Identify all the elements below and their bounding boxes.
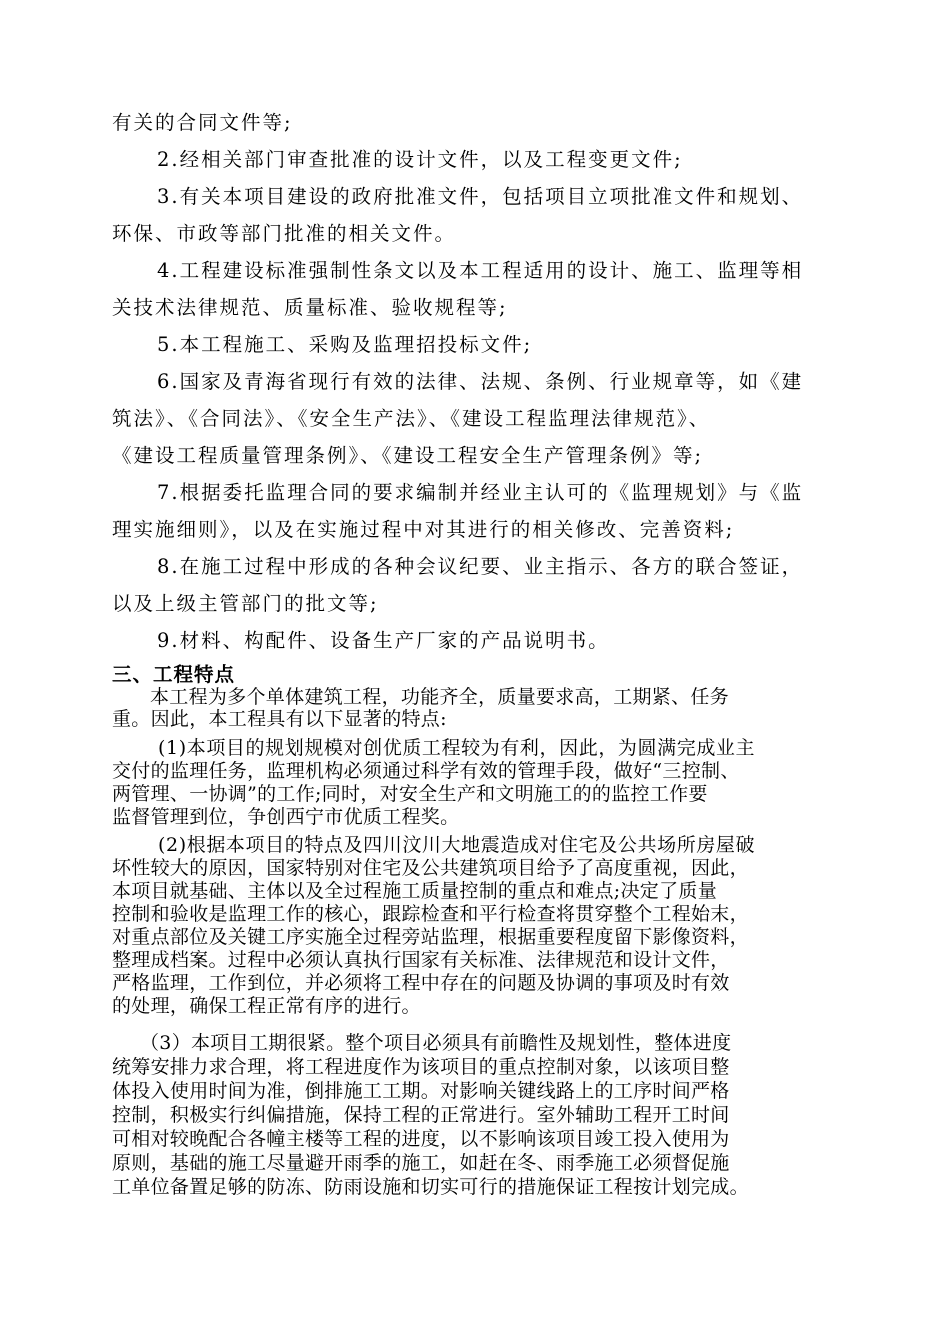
feature-1-line-2: 交付的监理任务，监理机构必须通过科学有效的管理手段，做好“三控制、	[112, 760, 740, 782]
feature-1-line-1: (1)本项目的规划规模对创优质工程较为有利，因此，为圆满完成业主	[158, 737, 756, 759]
list-item-7: 7.根据委托监理合同的要求编制并经业主认可的《监理规划》与《监	[157, 481, 804, 504]
feature-2-line-5: 对重点部位及关键工序实施全过程旁站监理，根据重要程度留下影像资料，	[112, 926, 749, 948]
feature-2-line-1: (2)根据本项目的特点及四川汶川大地震造成对住宅及公共场所房屋破	[158, 834, 756, 856]
list-item-2: 2.经相关部门审查批准的设计文件，以及工程变更文件;	[157, 148, 683, 171]
feature-2-line-7: 严格监理，工作到位，并必须将工程中存在的问题及协调的事项及时有效	[112, 972, 730, 994]
feature-2-line-3: 本项目就基础、主体以及全过程施工质量控制的重点和难点;决定了质量	[112, 880, 718, 902]
section-heading: 三、工程特点	[112, 663, 236, 686]
list-item-4: 4.工程建设标准强制性条文以及本工程适用的设计、施工、监理等相	[157, 259, 804, 282]
feature-1-line-3: 两管理、一协调”的工作;同时，对安全生产和文明施工的的监控工作要	[112, 783, 708, 805]
list-item-3-continuation: 环保、市政等部门批准的相关文件。	[112, 222, 457, 245]
list-item-8: 8.在施工过程中形成的各种会议纪要、业主指示、各方的联合签证，	[157, 555, 804, 578]
text-line-continuation: 有关的合同文件等;	[112, 111, 293, 134]
list-item-3: 3.有关本项目建设的政府批准文件，包括项目立项批准文件和规划、	[157, 185, 804, 208]
feature-1-line-4: 监督管理到位，争创西宁市优质工程奖。	[112, 806, 460, 828]
list-item-5: 5.本工程施工、采购及监理招投标文件;	[157, 333, 533, 356]
feature-3-line-6: 原则，基础的施工尽量避开雨季的施工，如赶在冬、雨季施工必须督促施	[112, 1152, 730, 1174]
list-item-6-continuation-1: 筑法》、《合同法》、《安全生产法》、《建设工程监理法律规范》、	[112, 407, 711, 430]
feature-2-line-6: 整理成档案。过程中必须认真执行国家有关标准、法律规范和设计文件，	[112, 949, 730, 971]
list-item-7-continuation: 理实施细则》，以及在实施过程中对其进行的相关修改、完善资料;	[112, 518, 735, 541]
feature-3-line-4: 控制，积极实行纠偏措施，保持工程的正常进行。室外辅助工程开工时间	[112, 1104, 730, 1126]
list-item-6-continuation-2: 《建设工程质量管理条例》、《建设工程安全生产管理条例》等;	[112, 444, 704, 467]
feature-3-line-2: 统筹安排力求合理，将工程进度作为该项目的重点控制对象，以该项目整	[112, 1056, 730, 1078]
feature-3-line-3: 体投入使用时间为准，倒排施工工期。对影响关键线路上的工序时间严格	[112, 1080, 730, 1102]
list-item-8-continuation: 以及上级主管部门的批文等;	[112, 592, 379, 615]
feature-3-line-1: （3）本项目工期很紧。整个项目必须具有前瞻性及规划性，整体进度	[140, 1032, 732, 1054]
list-item-6: 6.国家及青海省现行有效的法律、法规、条例、行业规章等，如《建	[157, 370, 804, 393]
list-item-9: 9.材料、构配件、设备生产厂家的产品说明书。	[157, 629, 610, 652]
feature-3-line-5: 可相对较晚配合各幢主楼等工程的进度，以不影响该项目竣工投入使用为	[112, 1128, 730, 1150]
feature-3-line-7: 工单位备置足够的防冻、防雨设施和切实可行的措施保证工程按计划完成。	[112, 1176, 749, 1198]
paragraph-intro-line-2: 重。因此，本工程具有以下显著的特点:	[112, 708, 447, 730]
paragraph-intro-line-1: 本工程为多个单体建筑工程，功能齐全，质量要求高，工期紧、任务	[150, 686, 730, 708]
feature-2-line-2: 坏性较大的原因，国家特别对住宅及公共建筑项目给予了高度重视，因此，	[112, 857, 749, 879]
list-item-4-continuation: 关技术法律规范、质量标准、验收规程等;	[112, 296, 508, 319]
feature-2-line-8: 的处理，确保工程正常有序的进行。	[112, 995, 421, 1017]
feature-2-line-4: 控制和验收是监理工作的核心，跟踪检查和平行检查将贯穿整个工程始末，	[112, 903, 749, 925]
